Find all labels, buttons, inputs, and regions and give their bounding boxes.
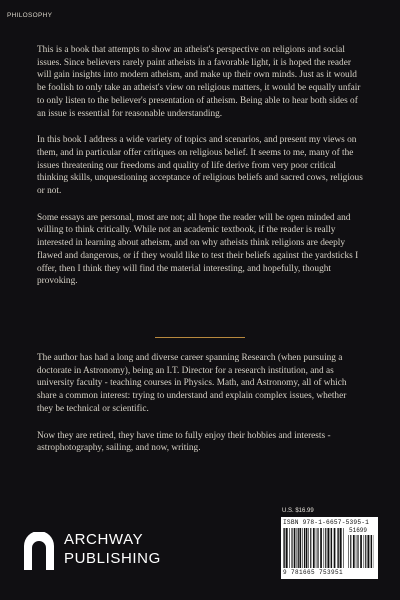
isbn-label: ISBN 978-1-6657-5395-1	[283, 519, 370, 526]
category-label: PHILOSOPHY	[7, 12, 53, 19]
isbn-barcode	[281, 517, 378, 579]
barcode-addon-bars	[348, 535, 374, 568]
section-divider	[155, 337, 245, 338]
publisher-name-line2: PUBLISHING	[64, 550, 161, 567]
blurb-paragraph: This is a book that attempts to show an atheist's perspective on religions and social issues. Since believers rarely paint atheists in a favorable light, it is hoped the reader will gain insights into modern atheism, and make up their own minds. Just as it would be foolish to only take an atheist's view on religious matters, it would be equally unfair to only listen to the believer's presentation of atheism. Being able to hear both sides of an issue is essential for reasonable understanding.	[37, 45, 361, 119]
publisher-logo	[22, 528, 161, 574]
bio-paragraph: The author has had a long and diverse career spanning Research (when pursuing a doctorate in Astronomy), being an I.T. Director for a research institution, and as university faculty - teaching courses in Physics. Math, and Astronomy, all of which share a common interest: trying to understand and explain complex issues, whether they be technical or scientific.	[37, 353, 347, 414]
barcode-digits: 9 781665 753951	[283, 569, 344, 576]
archway-logo-icon	[22, 532, 56, 570]
publisher-name-line1: ARCHWAY	[64, 531, 144, 548]
book-blurb	[37, 44, 363, 302]
blurb-paragraph: In this book I address a wide variety of topics and scenarios, and present my views on them, and in particular offer critiques on religious belief. It seems to me, many of the issues threatening our freedoms and quality of life derive from very poor critical thinking skills, unquestioning acceptance of religious beliefs and sacred cows, religious or not.	[37, 135, 363, 197]
bio-paragraph: Now they are retired, they have time to fully enjoy their hobbies and interests - astrophotography, sailing, and now, writing.	[37, 430, 331, 454]
author-bio	[37, 352, 363, 469]
barcode-addon-digits: 51699	[349, 527, 368, 534]
barcode-main-bars	[283, 528, 345, 568]
blurb-paragraph: Some essays are personal, most are not; all hope the reader will be open minded and willing to think critically. While not an academic textbook, if the reader is really interested in learning about atheism, and on why atheists think religions are deeply flawed and dangerous, or if they would like to test their beliefs against the yardsticks I offer, then I think they will find the material interesting, and hopefully, thought provoking.	[37, 212, 359, 287]
price-label: U.S. $16.99	[282, 508, 314, 514]
